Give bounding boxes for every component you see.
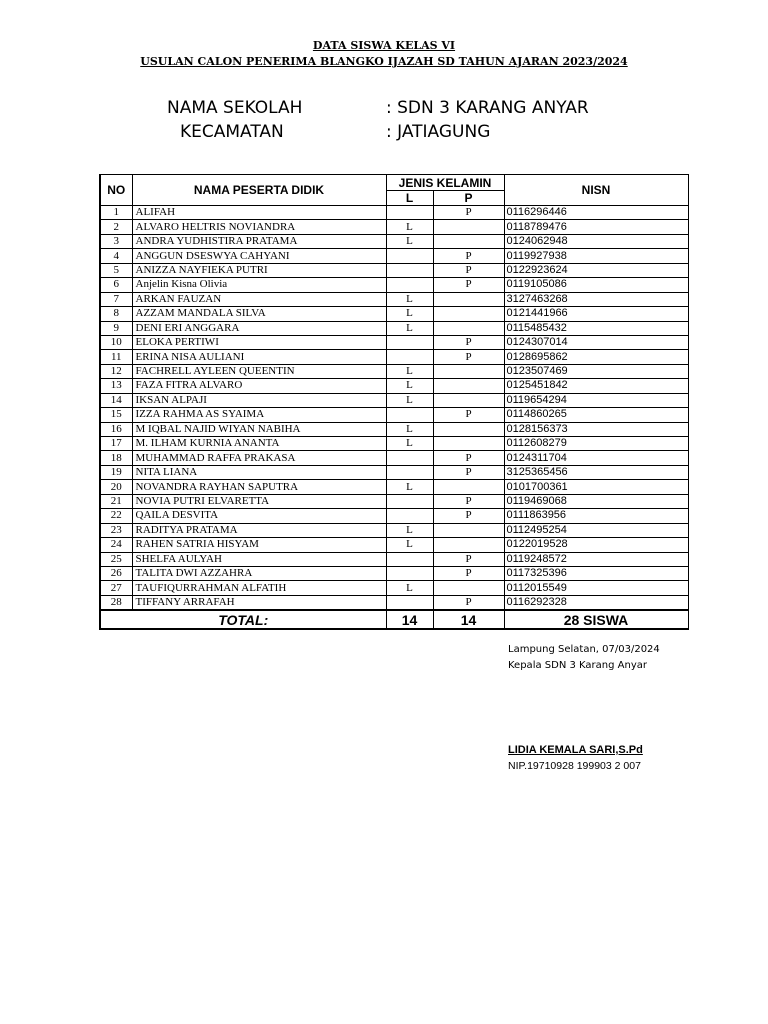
male-mark: L [386,220,433,234]
student-nisn: 0101700361 [504,480,688,494]
table-row [100,307,688,321]
male-mark: L [386,422,433,436]
student-name: TAUFIQURRAHMAN ALFATIH [132,581,386,595]
student-nisn: 0128695862 [504,350,688,364]
male-mark: L [386,379,433,393]
row-number: 12 [100,364,132,378]
table-row [100,263,688,277]
table-row [100,437,688,451]
row-number: 24 [100,538,132,552]
table-row [100,552,688,566]
table-row [100,292,688,306]
male-mark [386,408,433,422]
student-nisn: 0119927938 [504,249,688,263]
header-male: L [386,191,433,206]
male-mark: L [386,393,433,407]
table-row [100,566,688,580]
row-number: 19 [100,465,132,479]
table-row [100,364,688,378]
table-row [100,451,688,465]
female-mark [433,292,504,306]
header-gender: JENIS KELAMIN [386,175,504,191]
table-row [100,321,688,335]
student-name: TIFFANY ARRAFAH [132,595,386,610]
student-nisn: 0111863956 [504,509,688,523]
signature-nip: NIP.19710928 199903 2 007 [508,760,641,772]
row-number: 10 [100,335,132,349]
row-number: 25 [100,552,132,566]
table-row [100,465,688,479]
student-nisn: 0118789476 [504,220,688,234]
female-mark: P [433,335,504,349]
male-mark: L [386,523,433,537]
student-name: MUHAMMAD RAFFA PRAKASA [132,451,386,465]
female-mark: P [433,595,504,610]
row-number: 3 [100,234,132,248]
male-mark: L [386,581,433,595]
student-name: ANIZZA NAYFIEKA PUTRI [132,263,386,277]
student-name: ANDRA YUDHISTIRA PRATAMA [132,234,386,248]
table-row [100,206,688,220]
male-mark: L [386,538,433,552]
student-table [99,174,689,630]
table-body [100,206,688,611]
male-mark [386,595,433,610]
male-mark [386,552,433,566]
student-name: Anjelin Kisna Olivia [132,278,386,292]
signature-role: Kepala SDN 3 Karang Anyar [508,660,647,671]
row-number: 17 [100,437,132,451]
student-nisn: 0112608279 [504,437,688,451]
female-mark: P [433,509,504,523]
district-label: KECAMATAN [180,122,284,142]
male-mark: L [386,437,433,451]
total-female: 14 [433,610,504,629]
male-mark [386,451,433,465]
row-number: 16 [100,422,132,436]
female-mark: P [433,465,504,479]
male-mark [386,249,433,263]
row-number: 23 [100,523,132,537]
student-name: M. ILHAM KURNIA ANANTA [132,437,386,451]
student-name: DENI ERI ANGGARA [132,321,386,335]
signature-place-date: Lampung Selatan, 07/03/2024 [508,644,660,655]
student-name: AZZAM MANDALA SILVA [132,307,386,321]
student-name: ANGGUN DSESWYA CAHYANI [132,249,386,263]
district-value: : JATIAGUNG [386,122,491,142]
table-row [100,480,688,494]
row-number: 4 [100,249,132,263]
row-number: 18 [100,451,132,465]
student-name: IKSAN ALPAJI [132,393,386,407]
male-mark: L [386,292,433,306]
female-mark [433,437,504,451]
student-name: TALITA DWI AZZAHRA [132,566,386,580]
row-number: 27 [100,581,132,595]
table-row [100,335,688,349]
female-mark [433,480,504,494]
header-nisn: NISN [504,175,688,206]
table-row [100,538,688,552]
female-mark: P [433,408,504,422]
student-name: FACHRELL AYLEEN QUEENTIN [132,364,386,378]
table-row [100,278,688,292]
student-nisn: 0122923624 [504,263,688,277]
school-label: NAMA SEKOLAH [167,98,303,118]
student-nisn: 3125365456 [504,465,688,479]
female-mark [433,393,504,407]
student-name: NOVANDRA RAYHAN SAPUTRA [132,480,386,494]
row-number: 15 [100,408,132,422]
student-nisn: 0121441966 [504,307,688,321]
table-row [100,234,688,248]
table-row [100,595,688,610]
student-nisn: 0119248572 [504,552,688,566]
student-nisn: 0124062948 [504,234,688,248]
male-mark: L [386,364,433,378]
male-mark: L [386,234,433,248]
student-nisn: 0112495254 [504,523,688,537]
row-number: 20 [100,480,132,494]
row-number: 2 [100,220,132,234]
table-row [100,379,688,393]
female-mark [433,538,504,552]
student-nisn: 0116292328 [504,595,688,610]
school-value: : SDN 3 KARANG ANYAR [386,98,589,118]
female-mark [433,321,504,335]
total-count: 28 SISWA [504,610,688,629]
document-subtitle: USULAN CALON PENERIMA BLANGKO IJAZAH SD TAHUN AJARAN 2023/2024 [140,55,628,68]
male-mark [386,566,433,580]
female-mark: P [433,263,504,277]
total-male: 14 [386,610,433,629]
student-name: NOVIA PUTRI ELVARETTA [132,494,386,508]
student-nisn: 0123507469 [504,364,688,378]
student-name: ARKAN FAUZAN [132,292,386,306]
student-name: ALIFAH [132,206,386,220]
document-title: DATA SISWA KELAS VI [312,39,456,52]
row-number: 13 [100,379,132,393]
row-number: 9 [100,321,132,335]
row-number: 28 [100,595,132,610]
row-number: 26 [100,566,132,580]
table-row [100,509,688,523]
row-number: 5 [100,263,132,277]
row-number: 7 [100,292,132,306]
student-name: ERINA NISA AULIANI [132,350,386,364]
student-nisn: 0119654294 [504,393,688,407]
signature-name: LIDIA KEMALA SARI,S.Pd [508,744,643,756]
female-mark [433,523,504,537]
female-mark [433,581,504,595]
male-mark [386,465,433,479]
total-row [100,610,688,629]
female-mark [433,234,504,248]
male-mark [386,335,433,349]
table-row [100,523,688,537]
student-nisn: 0116296446 [504,206,688,220]
male-mark: L [386,321,433,335]
student-nisn: 0115485432 [504,321,688,335]
student-name: M IQBAL NAJID WIYAN NABIHA [132,422,386,436]
male-mark: L [386,480,433,494]
student-nisn: 0128156373 [504,422,688,436]
female-mark [433,422,504,436]
female-mark: P [433,566,504,580]
header-name: NAMA PESERTA DIDIK [132,175,386,206]
row-number: 21 [100,494,132,508]
table-row [100,220,688,234]
header-no: NO [100,175,132,206]
student-name: RADITYA PRATAMA [132,523,386,537]
header-female: P [433,191,504,206]
student-name: ELOKA PERTIWI [132,335,386,349]
male-mark [386,494,433,508]
student-nisn: 0119469068 [504,494,688,508]
student-name: RAHEN SATRIA HISYAM [132,538,386,552]
table-row [100,350,688,364]
student-nisn: 0112015549 [504,581,688,595]
female-mark [433,379,504,393]
row-number: 6 [100,278,132,292]
male-mark [386,509,433,523]
table-row [100,249,688,263]
female-mark: P [433,206,504,220]
student-nisn: 0124311704 [504,451,688,465]
total-label: TOTAL: [100,610,386,629]
female-mark: P [433,278,504,292]
student-nisn: 0114860265 [504,408,688,422]
male-mark [386,206,433,220]
table-row [100,408,688,422]
row-number: 22 [100,509,132,523]
male-mark: L [386,307,433,321]
male-mark [386,263,433,277]
student-nisn: 0119105086 [504,278,688,292]
student-name: SHELFA AULYAH [132,552,386,566]
female-mark [433,364,504,378]
female-mark: P [433,552,504,566]
table-row [100,393,688,407]
student-name: IZZA RAHMA AS SYAIMA [132,408,386,422]
student-name: FAZA FITRA ALVARO [132,379,386,393]
student-nisn: 3127463268 [504,292,688,306]
table-row [100,422,688,436]
student-nisn: 0117325396 [504,566,688,580]
row-number: 8 [100,307,132,321]
female-mark: P [433,249,504,263]
male-mark [386,350,433,364]
female-mark [433,220,504,234]
table-row [100,494,688,508]
male-mark [386,278,433,292]
table-row [100,581,688,595]
row-number: 11 [100,350,132,364]
student-name: ALVARO HELTRIS NOVIANDRA [132,220,386,234]
student-nisn: 0125451842 [504,379,688,393]
female-mark: P [433,494,504,508]
female-mark: P [433,350,504,364]
student-name: NITA LIANA [132,465,386,479]
row-number: 1 [100,206,132,220]
student-nisn: 0124307014 [504,335,688,349]
female-mark: P [433,451,504,465]
student-name: QAILA DESVITA [132,509,386,523]
row-number: 14 [100,393,132,407]
female-mark [433,307,504,321]
student-nisn: 0122019528 [504,538,688,552]
